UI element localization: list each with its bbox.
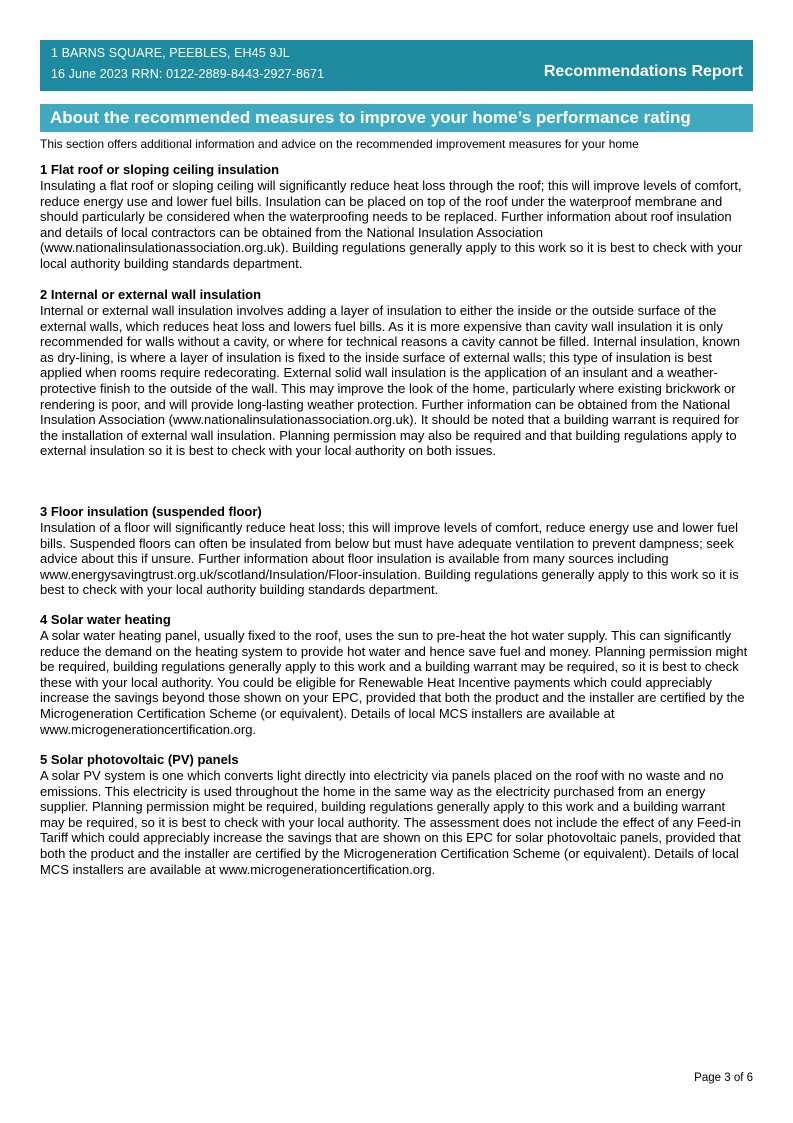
measure-wall-insulation [40,287,753,459]
measure-title: 3 Floor insulation (suspended floor) [40,504,262,519]
measure-body: A solar water heating panel, usually fixed to the roof, uses the sun to pre-heat the hot water supply. This can significantly reduce the demand on the heating system to provide hot water and hence save fuel and money. Planning permission might be required, building regulations generally apply to this work and a building warrant may be required, so it is best to check these with your local authority. You could be eligible for Renewable Heat Incentive payments which could appreciably increase the savings beyond those shown on your EPC, provided that both the product and the installer are certified by the Microgeneration Certification Scheme (or equivalent). Details of local MCS installers are available at www.microgenerationcertification.org. [40,628,748,737]
report-date-rrn: 16 June 2023 RRN: 0122-2889-8443-2927-8671 [51,67,325,81]
page-number: Page 3 of 6 [694,1072,753,1084]
measure-solar-pv-panels [40,752,753,877]
measure-title: 1 Flat roof or sloping ceiling insulation [40,162,280,177]
measure-title: 5 Solar photovoltaic (PV) panels [40,752,239,767]
measure-body: Insulation of a floor will significantly reduce heat loss; this will improve levels of comfort, reduce energy use and lower fuel bills. Suspended floors can often be insulated from below but must have adequate ventilation to prevent dampness; seek advice about this if unsure. Further information about floor insulation is available from many sources including www.energysavingtrust.org.uk/scotland/Insulation/Floor-insulation. Building regulations generally apply to this work so it is best to check with your local authority building standards department. [40,520,739,598]
measure-title: 4 Solar water heating [40,612,171,627]
report-title: Recommendations Report [543,63,743,80]
measure-flat-roof-insulation [40,162,753,272]
measure-solar-water-heating [40,612,753,737]
measure-floor-insulation [40,504,753,598]
measure-body: Insulating a flat roof or sloping ceiling will significantly reduce heat loss through the roof; this will improve levels of comfort, reduce energy use and lower fuel bills. Insulation can be placed on top of the roof under the waterproof membrane and should particularly be considered when the waterproofing needs to be replaced. Further information about roof insulation and details of local contractors can be obtained from the National Insulation Association (www.nationalinsulationassociation.org.uk). Building regulations generally apply to this work so it is best to check with your local authority building standards department. [40,178,743,271]
section-title: About the recommended measures to improve your home’s performance rating [40,104,753,132]
section-intro: This section offers additional information and advice on the recommended improvement measures for your home [40,137,639,151]
measure-title: 2 Internal or external wall insulation [40,287,262,302]
report-header [40,40,753,91]
measure-body: A solar PV system is one which converts light directly into electricity via panels placed on the roof with no waste and no emissions. This electricity is used throughout the home in the same way as the electricity purchased from an energy supplier. Planning permission might be required, building regulations generally apply to this work and a building warrant may be required, so it is best to check with your local authority. The assessment does not include the effect of any Feed-in Tariff which could appreciably increase the savings that are shown on this EPC for solar photovoltaic panels, provided that both the product and the installer are certified by the Microgeneration Certification Scheme (or equivalent). Details of local MCS installers are available at www.microgenerationcertification.org. [40,768,741,877]
property-address: 1 BARNS SQUARE, PEEBLES, EH45 9JL [51,46,290,60]
measure-body: Internal or external wall insulation involves adding a layer of insulation to either the inside or the outside surface of the external walls, which reduces heat loss and lowers fuel bills. As it is more expensive than cavity wall insulation it is only recommended for walls without a cavity, or where for technical reasons a cavity cannot be filled. Internal insulation, known as dry-lining, is where a layer of insulation is fixed to the inside surface of external walls; this type of insulation is best applied when rooms require redecorating. External solid wall insulation is the application of an insulant and a weather-protective finish to the outside of the wall. This may improve the look of the home, particularly where existing brickwork or rendering is poor, and will provide long-lasting weather protection. Further information can be obtained from the National Insulation Association (www.nationalinsulationassociation.org.uk). It should be noted that a building warrant is required for the installation of external wall insulation. Planning permission may also be required and that building regulations apply to external insulation so it is best to check with your local authority on both issues. [40,303,740,459]
